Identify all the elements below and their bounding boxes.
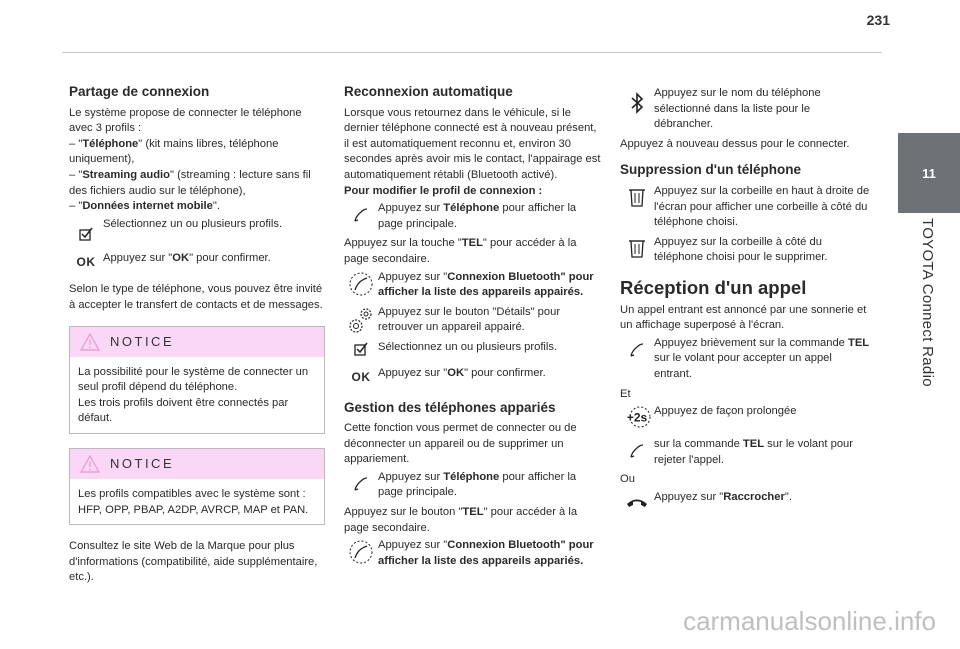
tel-line: Appuyez sur la touche "TEL" pour accéder à la page secondaire. [344, 237, 577, 265]
et-label: Et [620, 387, 631, 400]
step-telephone: Appuyez sur Téléphone pour afficher la page principale. [344, 201, 602, 232]
step-ok: OK Appuyez sur "OK" pour confirmer. [344, 366, 602, 386]
column-2 [344, 78, 602, 573]
notice-line: La possibilité pour le système de connecter un seul profil dépend du téléphone. [78, 365, 309, 394]
notice-line: Les profils compatibles avec le système sont : HFP, OPP, PBAP, A2DP, AVRCP, MAP et PAN. [78, 487, 309, 516]
chapter-title: TOYOTA Connect Radio [919, 218, 936, 387]
svg-text:+2s: +2s [626, 410, 648, 425]
heading-gestion: Gestion des téléphones appariés [344, 399, 556, 415]
hang-up-icon [620, 490, 654, 510]
checkbox-icon [69, 217, 103, 241]
profile-item: – "Streaming audio" (streaming : lecture sans fil des fichiers audio sur le téléphone), [69, 168, 311, 197]
page-number: 231 [866, 12, 890, 28]
ok-icon: OK [76, 254, 96, 269]
header-divider [62, 52, 882, 53]
checkbox-icon [344, 340, 378, 356]
pen-icon [620, 336, 654, 358]
step-long-press: +2s Appuyez de façon prolongée [620, 404, 872, 429]
bluetooth-icon [620, 86, 654, 114]
step-trash: Appuyez sur la corbeille à côté du téléphone choisi pour le supprimer. [620, 235, 872, 266]
column-1 [69, 78, 325, 592]
heading-suppression: Suppression d'un téléphone [620, 162, 801, 178]
details-gear-icon [344, 305, 378, 336]
notice-title: NOTICE [110, 456, 175, 472]
touch-icon [344, 538, 378, 565]
long-press-icon [620, 404, 654, 429]
step-select-profiles: Sélectionnez un ou plusieurs profils. [344, 340, 602, 356]
notice-box [69, 326, 325, 434]
step-bluetooth: Appuyez sur "Connexion Bluetooth" pour afficher la liste des appareils appariés. [344, 538, 602, 569]
pen-icon [620, 437, 654, 459]
ou-label: Ou [620, 473, 635, 486]
step-trash: Appuyez sur la corbeille en haut à droite de l'écran pour afficher une corbeille à côté du téléphone choisi. [620, 184, 872, 231]
intro-text: Le système propose de connecter le téléphone avec 3 profils : [69, 106, 302, 135]
notice-line: Les trois profils doivent être connectés par défaut. [78, 396, 289, 425]
ok-icon: OK [351, 369, 371, 384]
step-telephone: Appuyez sur Téléphone pour afficher la page principale. [344, 470, 602, 501]
tel-button-line: Appuyez sur le bouton "TEL" pour accéder à la page secondaire. [344, 506, 578, 534]
chapter-tab [898, 133, 960, 213]
pen-icon [344, 201, 378, 223]
gestion-text: Cette fonction vous permet de connecter ou de déconnecter un appareil ou de supprimer un appariement. [344, 422, 577, 466]
step-tel-short: Appuyez brièvement sur la commande TEL sur le volant pour accepter un appel entrant. [620, 336, 872, 383]
column-3 [620, 78, 872, 514]
profile-item: – "Données internet mobile". [69, 200, 220, 213]
profile-item: – "Téléphone" (kit mains libres, téléphone uniquement), [69, 137, 279, 166]
step-hangup: Appuyez sur "Raccrocher". [620, 490, 872, 510]
step-bluetooth: Appuyez sur "Connexion Bluetooth" pour afficher la liste des appareils appairés. [344, 270, 602, 301]
trash-icon [620, 235, 654, 258]
reconnect-text: Appuyez à nouveau dessus pour le connecter. [620, 137, 850, 150]
warning-icon [80, 333, 100, 351]
step-select-profiles: Sélectionnez un ou plusieurs profils. [69, 217, 325, 241]
reception-text: Un appel entrant est annoncé par une sonnerie et un affichage superposé à l'écran. [620, 303, 867, 332]
watermark: carmanualsonline.info [683, 606, 936, 636]
trash-icon [620, 184, 654, 207]
step-tel-reject: sur la commande TEL sur le volant pour rejeter l'appel. [620, 437, 872, 468]
touch-icon [344, 270, 378, 297]
contacts-text: Selon le type de téléphone, vous pouvez être invité à accepter le transfert de contacts et de messages. [69, 283, 323, 311]
chapter-number: 11 [922, 165, 936, 181]
reconnexion-text: Lorsque vous retournez dans le véhicule, si le dernier téléphone connecté est à nouveau présent, il est automatiquement reconnu et, environ 30 secondes après avoir mis le contact, l'appairage est automatiquement rétabli (Bluetooth activé). [344, 106, 601, 181]
step-phone-name: Appuyez sur le nom du téléphone sélectionné dans la liste pour le débrancher. [620, 86, 872, 133]
notice-title: NOTICE [110, 333, 175, 349]
step-details: Appuyez sur le bouton "Détails" pour retrouver un appareil appairé. [344, 305, 602, 336]
heading-reconnexion: Reconnexion automatique [344, 84, 513, 99]
heading-reception: Réception d'un appel [620, 276, 807, 298]
warning-icon [80, 455, 100, 473]
step-ok: OK Appuyez sur "OK" pour confirmer. [69, 251, 325, 271]
heading-partage: Partage de connexion [69, 84, 210, 99]
notice-box [69, 448, 325, 525]
closing-text: Consultez le site Web de la Marque pour plus d'informations (compatibilité, aide supplémentaire, etc.). [69, 540, 318, 584]
pen-icon [344, 470, 378, 492]
modify-profile-label: Pour modifier le profil de connexion : [344, 184, 543, 197]
